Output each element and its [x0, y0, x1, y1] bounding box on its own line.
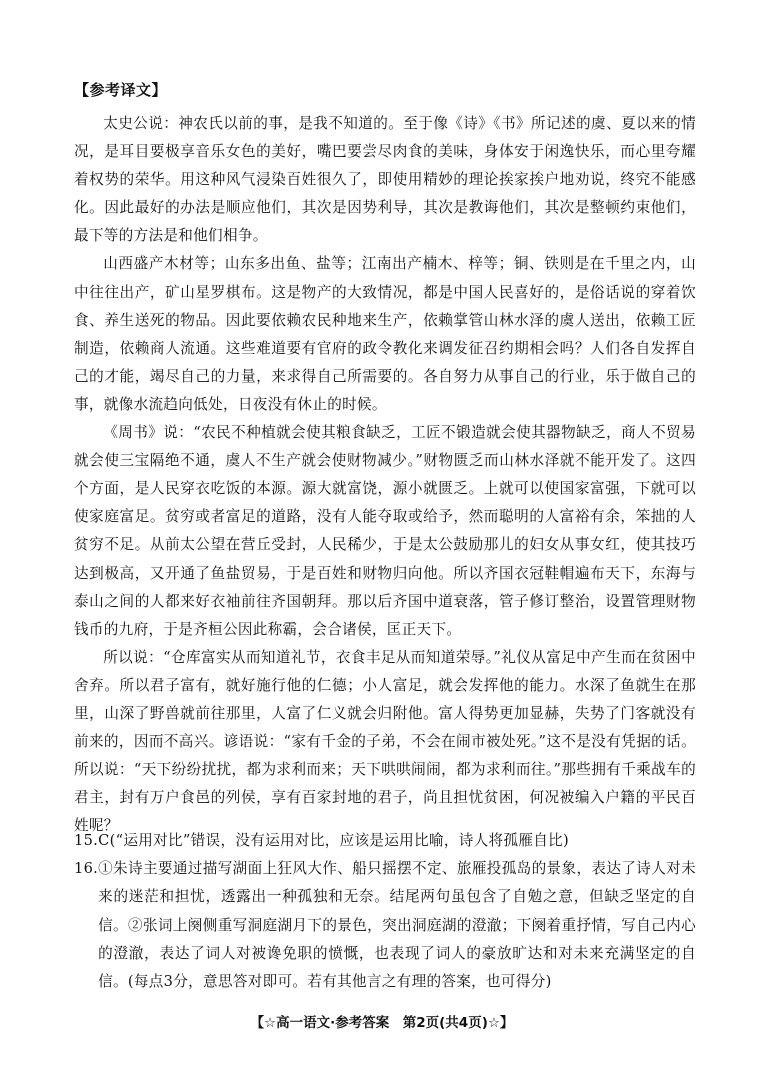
answer-list — [74, 827, 696, 996]
answer-number: 16. — [74, 860, 99, 878]
translation-body — [74, 110, 696, 840]
answer-text: C(“运用对比”错误，没有运用对比，应该是运用比喻，诗人将孤雁自比) — [98, 832, 570, 849]
answer-item — [74, 827, 696, 855]
paragraph: 太史公说：神农氏以前的事，是我不知道的。至于像《诗》《书》所记述的虞、夏以来的情况，是耳目要极享音乐女色的美好，嘴巴要尝尽肉食的美味，身体安于闲逸快乐，而心里夸耀着权势的荣华。用这种风气浸染百姓很久了，即使用精妙的理论挨家挨户地劝说，终究不能感化。因此最好的办法是顺应他们，其次是因势利导，其次是教诲他们，其次是整顿约束他们，最下等的方法是和他们相争。 — [74, 115, 696, 245]
paragraph: 所以说：“仓库富实从而知道礼节，衣食丰足从而知道荣辱。”礼仪从富足中产生而在贫困中舍弃。所以君子富有，就好施行他的仁德；小人富足，就会发挥他的能力。水深了鱼就生在那里，山深了野兽就前往那里，人富了仁义就会归附他。富人得势更加显赫，失势了门客就没有前来的，因而不高兴。谚语说：“家有千金的子弟，不会在闹市被处死。”这不是没有凭据的话。所以说：“天下纷纷扰扰，都为求利而来；天下哄哄闹闹，都为求利而往。”那些拥有千乘战车的君主，封有万户食邑的列侯，享有百家封地的君子，尚且担忧贫困，何况被编入户籍的平民百姓呢？ — [74, 648, 696, 835]
paragraph: 《周书》说：“农民不种植就会使其粮食缺乏，工匠不锻造就会使其器物缺乏，商人不贸易就会使三宝隔绝不通，虞人不生产就会使财物减少。”财物匮乏而山林水泽就不能开发了。这四个方面，是人民穿衣吃饭的本源。源大就富饶，源小就匮乏。上就可以使国家富强，下就可以使家庭富足。贫穷或者富足的道路，没有人能夺取或给予，然而聪明的人富裕有余，笨拙的人贫穷不足。从前太公望在营丘受封，人民稀少，于是太公鼓励那儿的妇女从事女红，使其技巧达到极高，又开通了鱼盐贸易，于是百姓和财物归向他。所以齐国衣冠鞋帽遍布天下，东海与泰山之间的人都来好衣袖前往齐国朝拜。那以后齐国中道衰落，管子修订整治，设置管理财物钱币的九府，于是齐桓公因此称霸，会合诸侯，匡正天下。 — [74, 424, 696, 638]
answer-text: ①朱诗主要通过描写湖面上狂风大作、船只摇摆不定、旅雁投孤岛的景象，表达了诗人对未来的迷茫和担忧，透露出一种孤独和无奈。结尾两句虽包含了自勉之意，但缺乏坚定的自信。②张词上阕侧重写洞庭湖月下的景色，突出洞庭湖的澄澈；下阕着重抒情，写自己内心的澄澈，表达了词人对被谗免职的愤慨，也表现了词人的豪放旷达和对未来充满坚定的自信。(每点3分，意思答对即可。若有其他言之有理的答案，也可得分) — [98, 860, 696, 991]
paragraph: 山西盛产木材等；山东多出鱼、盐等；江南出产楠木、梓等；铜、铁则是在千里之内，山中往往出产，矿山星罗棋布。这是物产的大致情况，都是中国人民喜好的，是俗话说的穿着饮食、养生送死的物品。因此要依赖农民种地来生产，依赖掌管山林水泽的虞人送出，依赖工匠制造，依赖商人流通。这些难道要有官府的政令教化来调发征召约期相会吗？人们各自发挥自己的才能，竭尽自己的力量，来求得自己所需要的。各自努力从事自己的行业，乐于做自己的事，就像水流趋向低处，日夜没有休止的时候。 — [74, 255, 696, 413]
answer-item — [74, 855, 696, 996]
section-heading: 【参考译文】 — [74, 81, 168, 99]
answer-number: 15. — [74, 832, 99, 849]
page-footer: 【☆高一语文·参考答案 第2页(共4页)☆】 — [250, 1015, 514, 1031]
